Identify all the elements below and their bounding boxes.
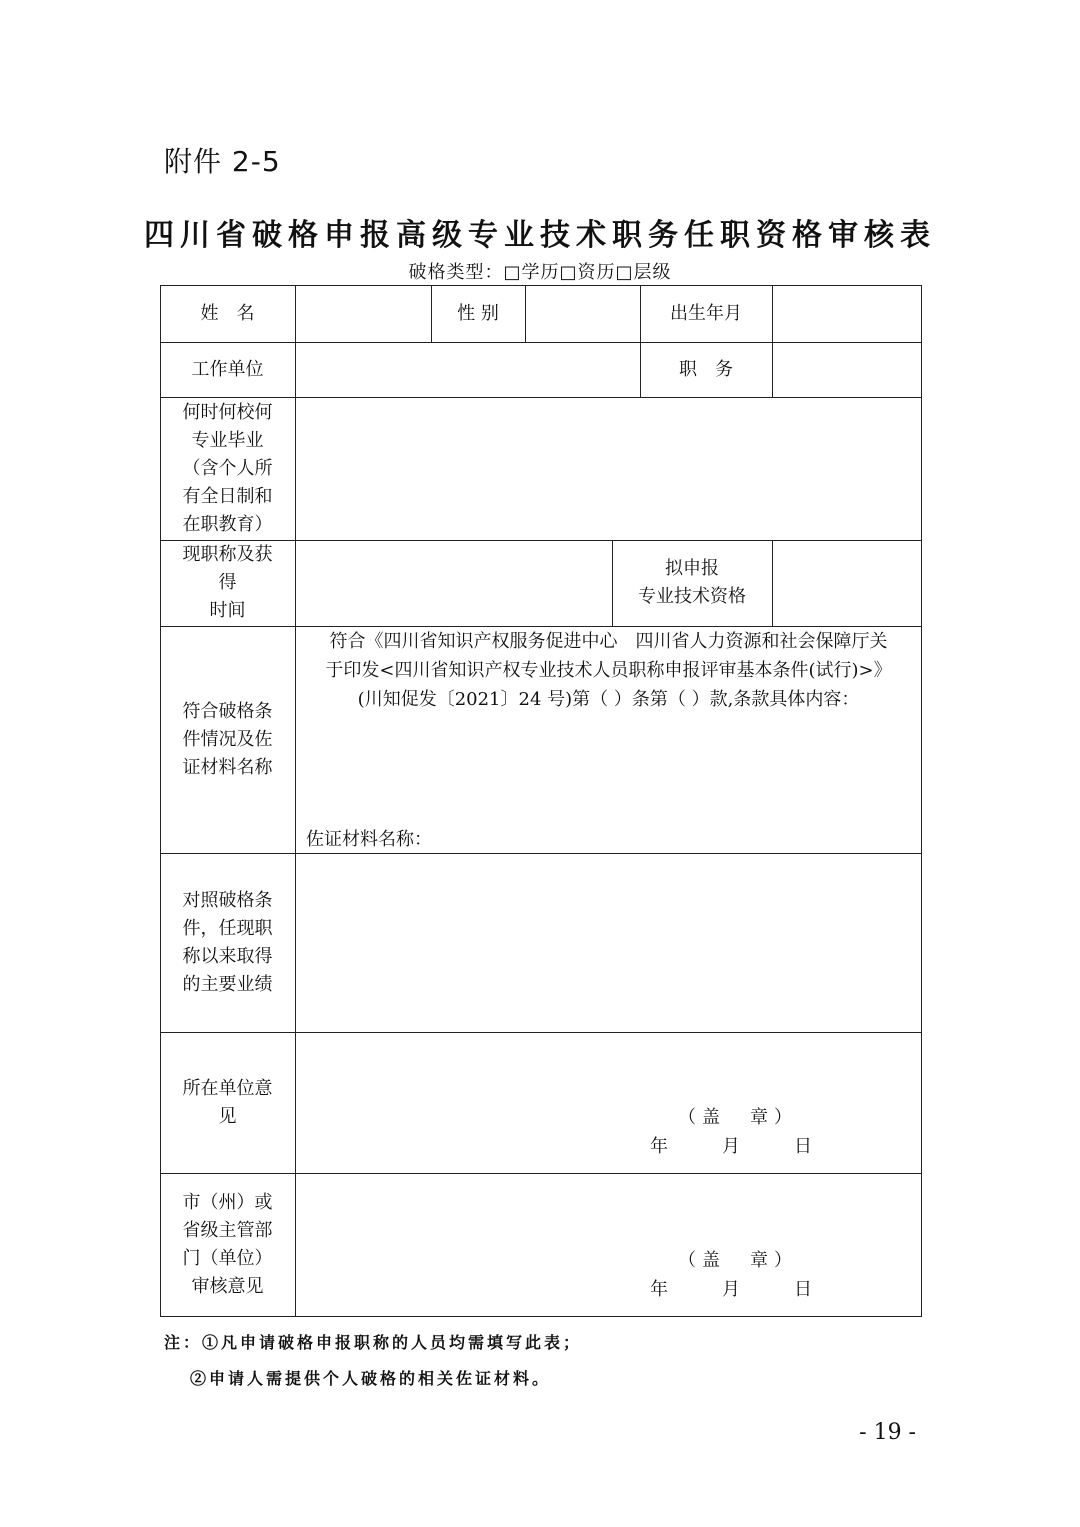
label-conditions: 符合破格条 件情况及佐 证材料名称: [182, 700, 273, 778]
city-seal: （盖 章）: [678, 1250, 798, 1271]
unit-date: 年 月 日: [650, 1136, 818, 1157]
form-title: 四川省破格申报高级专业技术职务任职资格审核表: [144, 218, 936, 253]
label-unit-opinion: 所在单位意 见: [182, 1077, 273, 1127]
evidence-label: 佐证材料名称：: [306, 829, 432, 850]
field-work-unit[interactable]: [296, 342, 640, 397]
label-position: 职 务: [679, 358, 733, 380]
city-date: 年 月 日: [650, 1279, 818, 1300]
table-border-right: [921, 285, 922, 1317]
attachment-label: 附件 2-5: [164, 145, 281, 178]
label-name: 姓 名: [200, 302, 255, 324]
label-birth: 出生年月: [670, 302, 742, 324]
note-2: ②申请人需提供个人破格的相关佐证材料。: [190, 1369, 552, 1388]
break-type-line: 破格类型：□学历□资历□层级: [408, 262, 672, 283]
field-current-title[interactable]: [296, 540, 612, 626]
label-gender: 性 别: [457, 302, 499, 324]
page-number: - 19 -: [859, 1420, 916, 1445]
field-gender[interactable]: [526, 285, 640, 342]
field-achievements[interactable]: [296, 853, 921, 1032]
field-name[interactable]: [296, 285, 431, 342]
field-education[interactable]: [296, 397, 921, 540]
field-apply-title[interactable]: [773, 540, 921, 626]
label-education: 何时何校何 专业毕业 （含个人所 有全日制和 在职教育）: [182, 401, 273, 535]
conditions-text: 符合《四川省知识产权服务促进中心 四川省人力资源和社会保障厅关 于印发<四川省知识产权专业技术人员职称申报评审基本条件(试行)>》 (川知促发〔2021〕24 号)第（ ）条第（ ）款,条款具体内容：: [325, 631, 892, 710]
label-current-title: 现职称及获 得 时间: [182, 544, 273, 621]
field-position[interactable]: [773, 342, 921, 397]
label-city-opinion: 市（州）或 省级主管部 门（单位） 审核意见: [182, 1191, 273, 1297]
note-1: 注：①凡申请破格申报职称的人员均需填写此表；: [164, 1333, 583, 1352]
table-border-bottom: [160, 1316, 922, 1317]
label-achievements: 对照破格条 件，任现职 称以来取得 的主要业绩: [182, 889, 273, 995]
unit-seal: （盖 章）: [678, 1107, 798, 1128]
field-birth[interactable]: [773, 285, 921, 342]
label-work-unit: 工作单位: [191, 358, 264, 380]
review-table: [160, 285, 922, 1317]
label-apply-title: 拟申报 专业技术资格: [638, 558, 746, 607]
